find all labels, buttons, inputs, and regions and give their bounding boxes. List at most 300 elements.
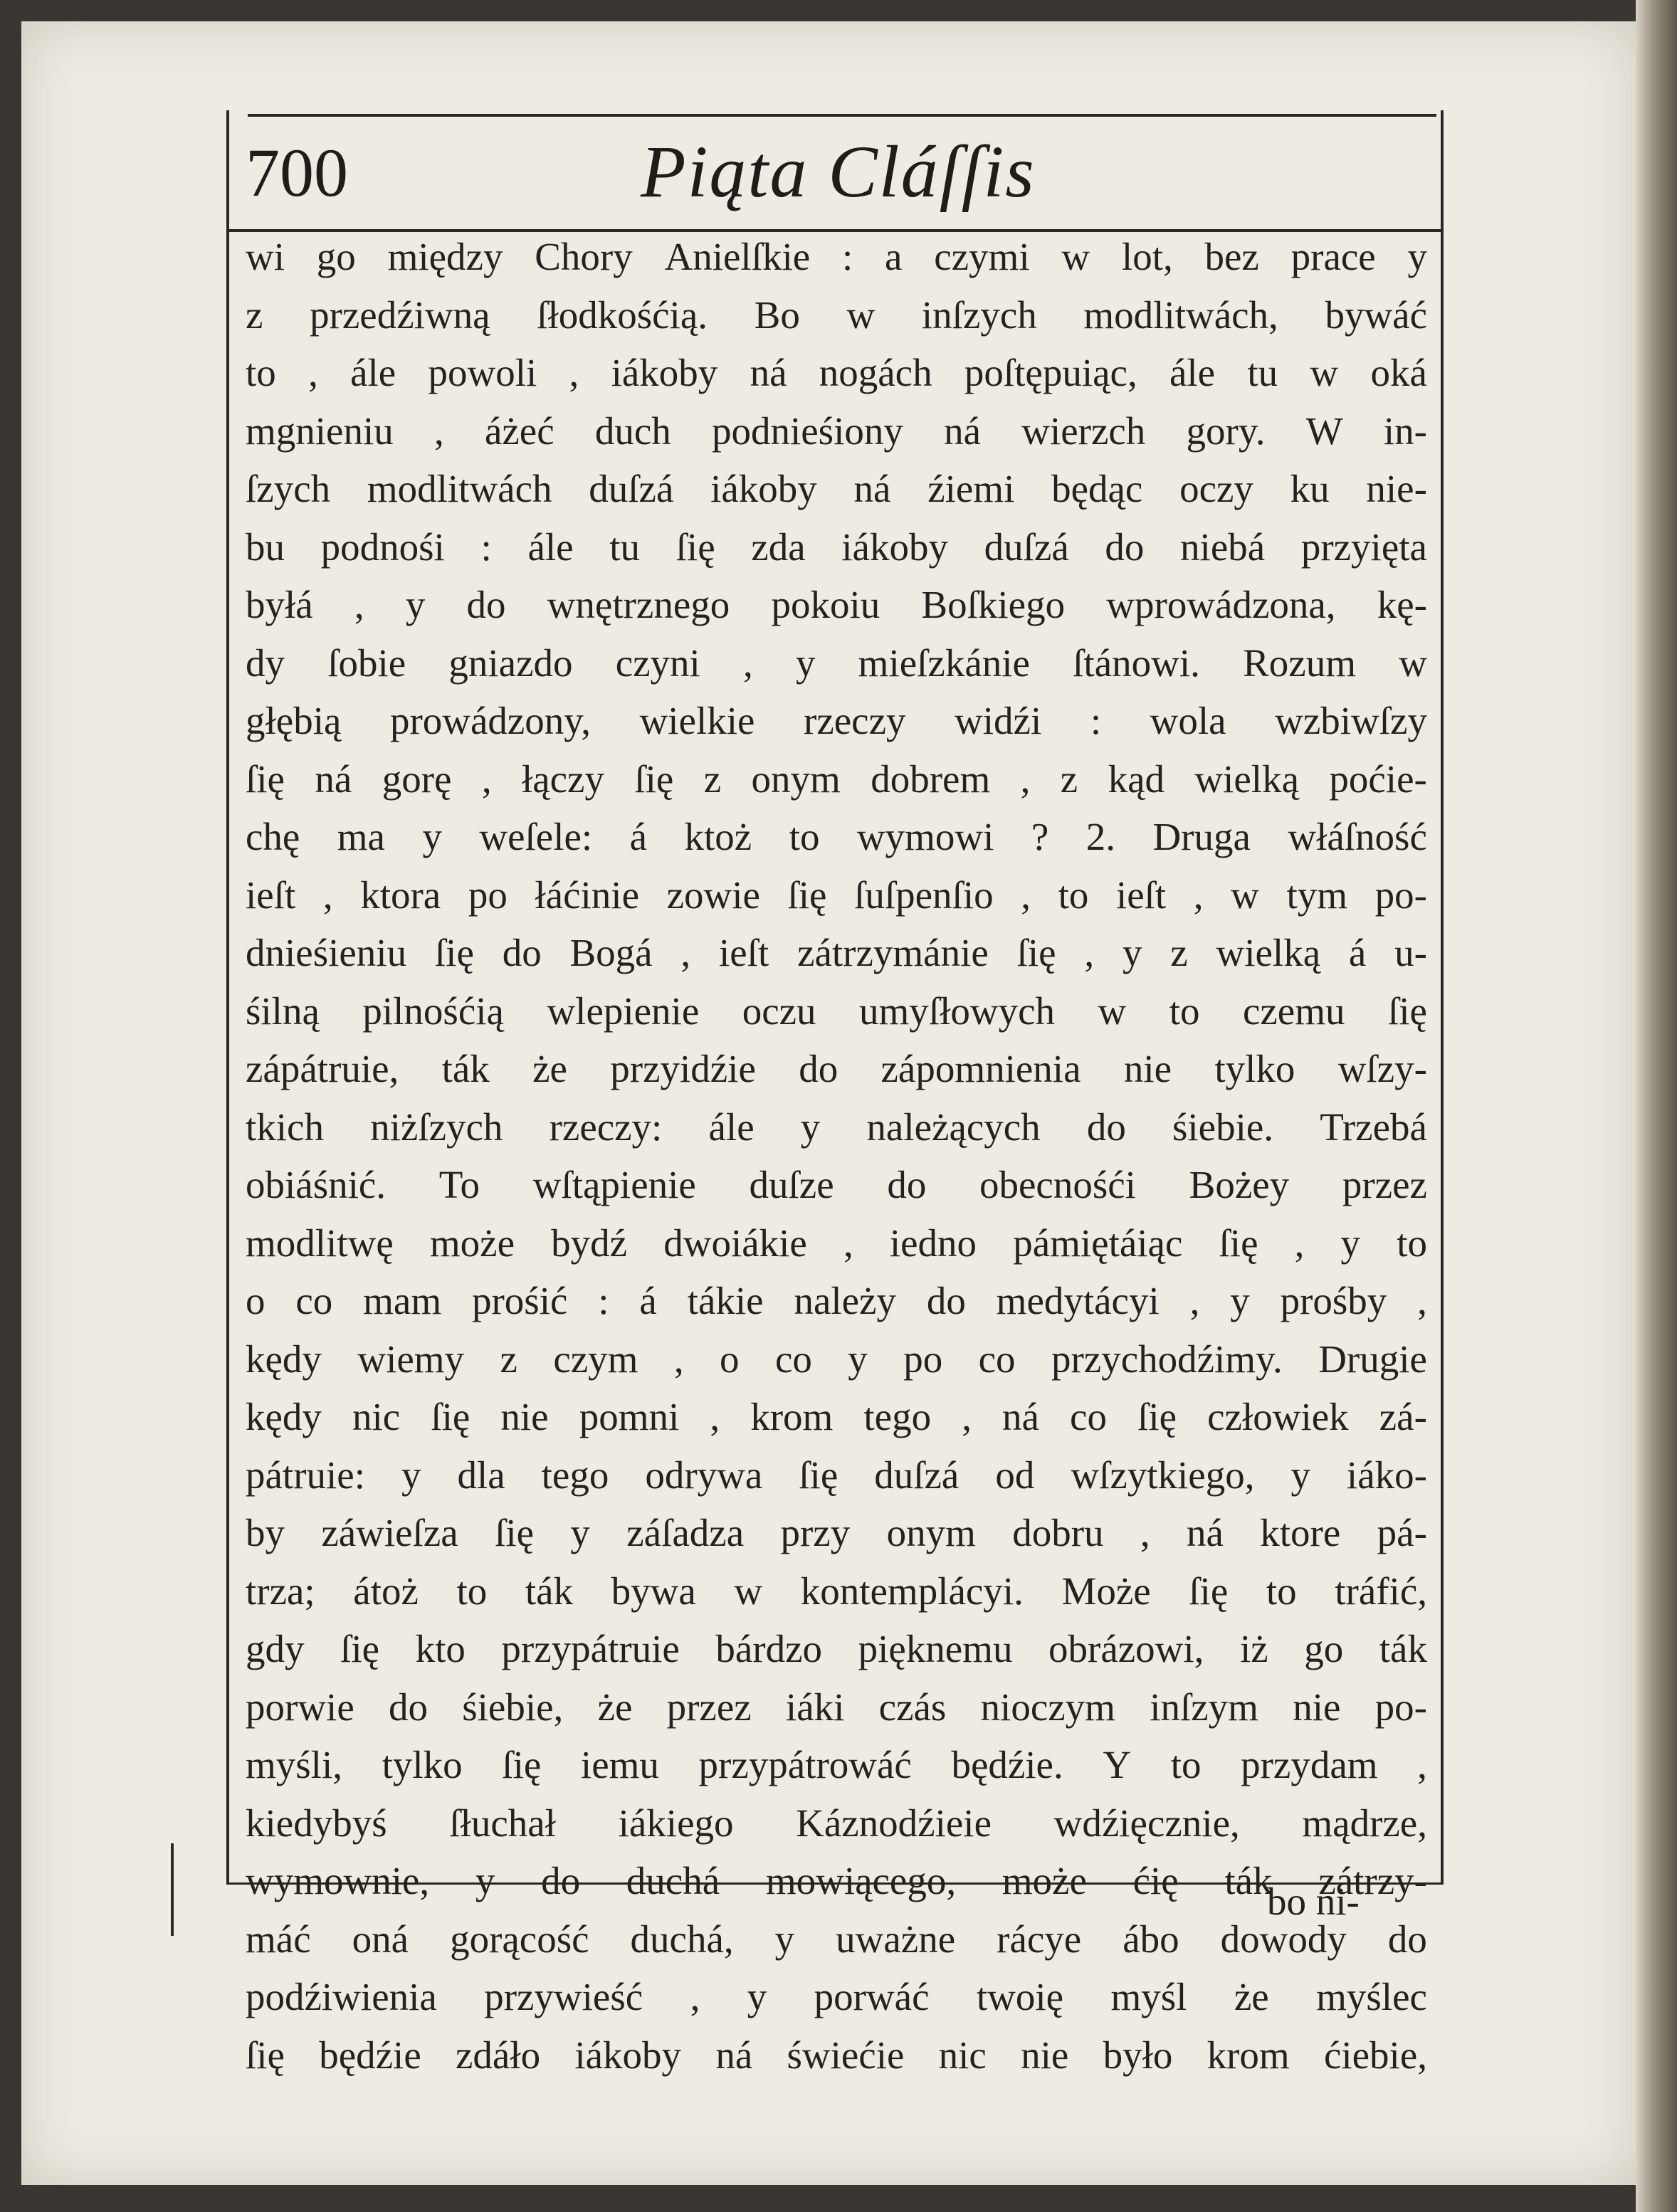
word: z bbox=[1060, 757, 1078, 801]
word: obiáśnić. bbox=[246, 1163, 387, 1207]
word: bez bbox=[1204, 235, 1259, 279]
word: do bbox=[466, 583, 506, 627]
word: wielkie bbox=[639, 699, 755, 743]
word: ieſt bbox=[246, 873, 296, 917]
word: á bbox=[639, 1279, 657, 1323]
word: między bbox=[387, 235, 503, 279]
word: rzeczy: bbox=[549, 1105, 663, 1149]
word: tákie bbox=[687, 1279, 764, 1323]
word: : bbox=[841, 235, 853, 279]
word: mgnieniu bbox=[246, 409, 394, 453]
word: duſzá bbox=[874, 1453, 960, 1497]
word: ſię bbox=[1387, 989, 1427, 1033]
word: ále bbox=[350, 351, 396, 395]
word: zátrzymánie bbox=[797, 931, 989, 975]
text-line bbox=[246, 1040, 1427, 1098]
word: ſię bbox=[495, 1511, 535, 1555]
word: co bbox=[978, 1337, 1016, 1381]
word: zda bbox=[751, 525, 806, 569]
word: modlitwách bbox=[367, 467, 552, 511]
text-line bbox=[246, 924, 1427, 982]
word: áżeć bbox=[484, 409, 554, 453]
word: ták bbox=[441, 1047, 490, 1091]
word: duſzá bbox=[984, 525, 1069, 569]
word: ſię bbox=[675, 525, 715, 569]
word: : bbox=[598, 1279, 609, 1323]
word: W bbox=[1305, 409, 1343, 453]
word: tylko bbox=[1214, 1047, 1295, 1091]
margin-mark bbox=[171, 1843, 174, 1936]
word: głębią bbox=[246, 699, 342, 743]
word: odrywa bbox=[645, 1453, 763, 1497]
word: , bbox=[481, 757, 492, 801]
word: duchá bbox=[626, 1859, 720, 1903]
word: kędy bbox=[246, 1337, 322, 1381]
word: , bbox=[962, 1395, 972, 1439]
word: Anielſkie bbox=[664, 235, 811, 279]
word: y bbox=[1122, 931, 1142, 975]
word: wierzch bbox=[1021, 409, 1146, 453]
word: przypátrowáć bbox=[698, 1743, 912, 1787]
word: pilnośćią bbox=[362, 989, 504, 1033]
word: mądrze, bbox=[1302, 1801, 1427, 1845]
word: wprowádzona, bbox=[1106, 583, 1336, 627]
word: iż bbox=[1239, 1627, 1268, 1671]
word: czymi bbox=[934, 235, 1030, 279]
facing-page-edge bbox=[1636, 0, 1677, 2212]
word: łáćinie bbox=[535, 873, 639, 917]
word: przywieść bbox=[484, 1975, 643, 2019]
text-line bbox=[246, 1852, 1427, 1910]
word: iemu bbox=[580, 1743, 659, 1787]
word: modlitwách, bbox=[1083, 293, 1278, 337]
word: , bbox=[1020, 757, 1031, 801]
word: ćię bbox=[1132, 1859, 1179, 1903]
word: gorącość bbox=[450, 1917, 589, 1961]
word: przez bbox=[666, 1685, 752, 1729]
word: iákoby bbox=[574, 2033, 682, 2077]
word: to bbox=[1169, 989, 1200, 1033]
word: po- bbox=[1374, 873, 1427, 917]
word: zápátruie, bbox=[246, 1047, 399, 1091]
word: w bbox=[1061, 235, 1090, 279]
text-line bbox=[246, 1446, 1427, 1505]
text-line bbox=[246, 750, 1427, 809]
word: zátrzy- bbox=[1318, 1859, 1427, 1903]
word: átoż bbox=[353, 1569, 419, 1613]
word: ná bbox=[315, 757, 352, 801]
catchword: bo ni- bbox=[1267, 1880, 1360, 1923]
word: dwoiákie bbox=[663, 1221, 807, 1265]
word: ále bbox=[1169, 351, 1216, 395]
word: do bbox=[887, 1163, 927, 1207]
word: byłá bbox=[246, 583, 313, 627]
word: y bbox=[774, 1917, 795, 1961]
word: mieſzkánie bbox=[858, 641, 1030, 685]
text-line bbox=[246, 982, 1427, 1041]
word: włáſność bbox=[1288, 815, 1427, 859]
word: będźie bbox=[319, 2033, 421, 2077]
word: przy bbox=[780, 1511, 851, 1555]
word: przez bbox=[1342, 1163, 1427, 1207]
word: by bbox=[246, 1511, 285, 1555]
word: , bbox=[710, 1395, 720, 1439]
word: medytácyi bbox=[996, 1279, 1160, 1323]
text-line bbox=[246, 1214, 1427, 1273]
word: ná bbox=[944, 409, 981, 453]
word: ná bbox=[853, 467, 891, 511]
word: iedno bbox=[889, 1221, 977, 1265]
word: to bbox=[1170, 1743, 1202, 1787]
word: pátruie: bbox=[246, 1453, 365, 1497]
word: , bbox=[673, 1337, 684, 1381]
word: prośić bbox=[471, 1279, 568, 1323]
word: , bbox=[354, 583, 364, 627]
word: , bbox=[1140, 1511, 1150, 1555]
word: iákoby bbox=[611, 351, 718, 395]
word: w bbox=[734, 1569, 763, 1613]
text-line bbox=[246, 1910, 1427, 1969]
word: ták bbox=[525, 1569, 574, 1613]
word: śilną bbox=[246, 989, 320, 1033]
word: zápomnienia bbox=[880, 1047, 1081, 1091]
word: , bbox=[1417, 1743, 1427, 1787]
word: To bbox=[438, 1163, 480, 1207]
word: dla bbox=[457, 1453, 505, 1497]
word: tu bbox=[609, 525, 640, 569]
word: záwieſza bbox=[321, 1511, 458, 1555]
text-line bbox=[246, 1330, 1427, 1389]
word: ták bbox=[1224, 1859, 1273, 1903]
word: nie- bbox=[1366, 467, 1427, 511]
word: gniazdo bbox=[448, 641, 573, 685]
word: onym bbox=[886, 1511, 976, 1555]
word: przychodźimy. bbox=[1051, 1337, 1283, 1381]
word: to bbox=[1397, 1221, 1427, 1265]
word: myśli, bbox=[246, 1743, 342, 1787]
word: wola bbox=[1150, 699, 1226, 743]
word: co bbox=[295, 1279, 333, 1323]
word: ku bbox=[1290, 467, 1330, 511]
word: w bbox=[1098, 989, 1127, 1033]
word: : bbox=[480, 525, 492, 569]
word: będąc bbox=[1051, 467, 1143, 511]
word: czym bbox=[553, 1337, 638, 1381]
word: pá- bbox=[1377, 1511, 1427, 1555]
word: czás bbox=[878, 1685, 947, 1729]
word: czemu bbox=[1242, 989, 1345, 1033]
word: do bbox=[541, 1859, 581, 1903]
word: pomni bbox=[579, 1395, 680, 1439]
word: to bbox=[246, 351, 276, 395]
text-line bbox=[246, 692, 1427, 750]
word: źiemi bbox=[927, 467, 1015, 511]
word: , bbox=[569, 351, 579, 395]
word: u- bbox=[1394, 931, 1427, 975]
word: wdźięcznie, bbox=[1053, 1801, 1240, 1845]
word: że bbox=[1234, 1975, 1269, 2019]
word: twoię bbox=[976, 1975, 1064, 2019]
word: á bbox=[1348, 931, 1367, 975]
word: może bbox=[429, 1221, 515, 1265]
word: porwie bbox=[246, 1685, 354, 1729]
word: ſię bbox=[787, 873, 827, 917]
word: ktoż bbox=[684, 815, 752, 859]
word: , bbox=[308, 351, 318, 395]
word: po bbox=[468, 873, 508, 917]
word: pámiętáiąc bbox=[1013, 1221, 1183, 1265]
word: tráfić, bbox=[1335, 1569, 1427, 1613]
word: Drugie bbox=[1318, 1337, 1427, 1381]
word: czyni bbox=[615, 641, 700, 685]
text-line bbox=[246, 402, 1427, 460]
word: y bbox=[1230, 1279, 1250, 1323]
word: dobru bbox=[1012, 1511, 1104, 1555]
word: 2. bbox=[1085, 815, 1115, 859]
text-line bbox=[246, 1620, 1427, 1678]
word: ták bbox=[1379, 1627, 1427, 1671]
word: oná bbox=[352, 1917, 409, 1961]
word: z bbox=[500, 1337, 517, 1381]
word: y bbox=[800, 1105, 821, 1149]
word: máć bbox=[246, 1917, 311, 1961]
word: niżſzych bbox=[370, 1105, 503, 1149]
word: lot, bbox=[1121, 235, 1173, 279]
word: chę bbox=[246, 815, 300, 859]
word: w bbox=[1399, 641, 1427, 685]
word: , bbox=[1189, 1279, 1200, 1323]
word: Rozum bbox=[1243, 641, 1356, 685]
word: trza; bbox=[246, 1569, 315, 1613]
word: do bbox=[388, 1685, 428, 1729]
word: że bbox=[597, 1685, 633, 1729]
word: z bbox=[703, 757, 722, 801]
word: Boſkiego bbox=[921, 583, 1066, 627]
word: ieſt bbox=[718, 931, 769, 975]
word: przedźiwną bbox=[310, 293, 490, 337]
text-line bbox=[246, 1968, 1427, 2026]
word: , bbox=[1417, 1279, 1427, 1323]
word: prace bbox=[1290, 235, 1376, 279]
word: myśl bbox=[1110, 1975, 1187, 2019]
word: ſię bbox=[1016, 931, 1056, 975]
word: to bbox=[789, 815, 820, 859]
word: obecnośći bbox=[979, 1163, 1136, 1207]
word: iáko- bbox=[1346, 1453, 1427, 1497]
word: dy bbox=[246, 641, 285, 685]
word: umyſłowych bbox=[859, 989, 1056, 1033]
word: krom bbox=[1207, 2033, 1290, 2077]
text-line bbox=[246, 286, 1427, 344]
word: , bbox=[1084, 931, 1095, 975]
word: wſzy- bbox=[1337, 1047, 1427, 1091]
word: Káznodźieie bbox=[796, 1801, 992, 1845]
word: ſię bbox=[246, 2033, 285, 2077]
word: Bo bbox=[754, 293, 800, 337]
word: oczu bbox=[742, 989, 816, 1033]
word: go bbox=[316, 235, 356, 279]
word: myślec bbox=[1316, 1975, 1427, 2019]
word: wzbiwſzy bbox=[1275, 699, 1427, 743]
word: nic bbox=[352, 1395, 401, 1439]
word: : bbox=[1090, 699, 1102, 743]
word: tego bbox=[863, 1395, 932, 1439]
word: Chory bbox=[535, 235, 633, 279]
word: dobrem bbox=[871, 757, 991, 801]
word: to bbox=[1266, 1569, 1297, 1613]
word: zá- bbox=[1379, 1395, 1427, 1439]
text-line bbox=[246, 1562, 1427, 1621]
word: oká bbox=[1370, 351, 1427, 395]
word: tym bbox=[1286, 873, 1348, 917]
word: podźiwienia bbox=[246, 1975, 437, 2019]
word: krom bbox=[750, 1395, 834, 1439]
word: ſtánowi. bbox=[1073, 641, 1200, 685]
word: ſię bbox=[1137, 1395, 1177, 1439]
word: ſię bbox=[340, 1627, 380, 1671]
word: rzeczy bbox=[804, 699, 906, 743]
word: do bbox=[502, 931, 542, 975]
word: nie bbox=[1293, 1685, 1341, 1729]
word: ? bbox=[1031, 815, 1049, 859]
word: śiebie. bbox=[1172, 1105, 1274, 1149]
word: Bożey bbox=[1189, 1163, 1290, 1207]
word: y bbox=[795, 641, 816, 685]
word: y bbox=[1290, 1453, 1310, 1497]
text-line bbox=[246, 808, 1427, 866]
word: świećie bbox=[787, 2033, 905, 2077]
word: wymowi bbox=[856, 815, 994, 859]
page-number: 700 bbox=[246, 135, 348, 211]
word: do bbox=[926, 1279, 966, 1323]
text-line bbox=[246, 634, 1427, 692]
text-line bbox=[246, 1678, 1427, 1737]
word: záſadza bbox=[626, 1511, 745, 1555]
word: że bbox=[532, 1047, 567, 1091]
word: w bbox=[846, 293, 876, 337]
word: oczy bbox=[1179, 467, 1253, 511]
word: widźi bbox=[955, 699, 1042, 743]
text-line bbox=[246, 1736, 1427, 1794]
text-line bbox=[246, 2026, 1427, 2085]
word: Druga bbox=[1152, 815, 1251, 859]
word: weſele: bbox=[479, 815, 593, 859]
word: prowádzony, bbox=[389, 699, 591, 743]
word: iákiego bbox=[618, 1801, 734, 1845]
word: ćiebie, bbox=[1323, 2033, 1427, 2077]
word: nie bbox=[1021, 2033, 1069, 2077]
word: ktore bbox=[1260, 1511, 1341, 1555]
word: wielką bbox=[1194, 757, 1299, 801]
word: , bbox=[743, 641, 753, 685]
word: prośby bbox=[1280, 1279, 1387, 1323]
word: gdy bbox=[246, 1627, 305, 1671]
word: Y bbox=[1103, 1743, 1132, 1787]
word: kędy bbox=[246, 1395, 322, 1439]
word: powoli bbox=[428, 351, 537, 395]
word: y bbox=[475, 1859, 495, 1903]
word: poſtępuiąc, bbox=[964, 351, 1137, 395]
word: duch bbox=[594, 409, 671, 453]
word: do bbox=[1105, 525, 1145, 569]
word: zowie bbox=[666, 873, 760, 917]
word: y bbox=[422, 815, 442, 859]
word: wnętrznego bbox=[547, 583, 730, 627]
word: przydam bbox=[1241, 1743, 1378, 1787]
word: mam bbox=[363, 1279, 442, 1323]
word: co bbox=[1070, 1395, 1107, 1439]
word: z bbox=[246, 293, 263, 337]
word: bydź bbox=[551, 1221, 628, 1265]
text-line bbox=[246, 344, 1427, 402]
word: ktora bbox=[360, 873, 441, 917]
word: Może bbox=[1061, 1569, 1151, 1613]
word: wi bbox=[246, 235, 285, 279]
word: do bbox=[1387, 1917, 1427, 1961]
word: Bogá bbox=[569, 931, 653, 975]
word: , bbox=[433, 409, 444, 453]
word: zdáło bbox=[456, 2033, 541, 2077]
word: y bbox=[405, 583, 426, 627]
word: , bbox=[322, 873, 333, 917]
word: y bbox=[570, 1511, 590, 1555]
text-line bbox=[246, 1504, 1427, 1562]
word: duſze bbox=[749, 1163, 834, 1207]
word: do bbox=[1086, 1105, 1126, 1149]
text-line bbox=[246, 518, 1427, 576]
word: iákoby bbox=[710, 467, 817, 511]
word: tego bbox=[541, 1453, 609, 1497]
text-line bbox=[246, 576, 1427, 634]
word: iákoby bbox=[841, 525, 948, 569]
word: kę- bbox=[1377, 583, 1427, 627]
word: ſłuchał bbox=[449, 1801, 556, 1845]
word: y bbox=[1340, 1221, 1361, 1265]
word: in- bbox=[1383, 409, 1427, 453]
word: przyięta bbox=[1300, 525, 1427, 569]
word: nie bbox=[1123, 1047, 1172, 1091]
word: modlitwę bbox=[246, 1221, 394, 1265]
word: ná bbox=[1187, 1511, 1224, 1555]
word: ále bbox=[708, 1105, 755, 1149]
word: ſię bbox=[431, 1395, 470, 1439]
word: to bbox=[456, 1569, 488, 1613]
word: ſuſpenſio bbox=[854, 873, 994, 917]
text-line bbox=[246, 866, 1427, 925]
word: nic bbox=[938, 2033, 987, 2077]
word: wſtąpienie bbox=[532, 1163, 696, 1207]
word: nie bbox=[500, 1395, 549, 1439]
text-line bbox=[246, 228, 1427, 286]
word: ſię bbox=[634, 757, 674, 801]
word: było bbox=[1103, 2033, 1173, 2077]
word: wiemy bbox=[357, 1337, 465, 1381]
word: inſzym bbox=[1150, 1685, 1258, 1729]
word: od bbox=[995, 1453, 1035, 1497]
word: z bbox=[1170, 931, 1188, 975]
word: to bbox=[1058, 873, 1089, 917]
body-text bbox=[246, 228, 1427, 2084]
word: á bbox=[629, 815, 648, 859]
word: y bbox=[1407, 235, 1427, 279]
word: kąd bbox=[1108, 757, 1165, 801]
word: podnieśiony bbox=[711, 409, 903, 453]
word: bywa bbox=[611, 1569, 696, 1613]
word: bu bbox=[246, 525, 285, 569]
word: duſzá bbox=[589, 467, 674, 511]
word: ábo bbox=[1123, 1917, 1179, 1961]
word: podnośi bbox=[320, 525, 445, 569]
